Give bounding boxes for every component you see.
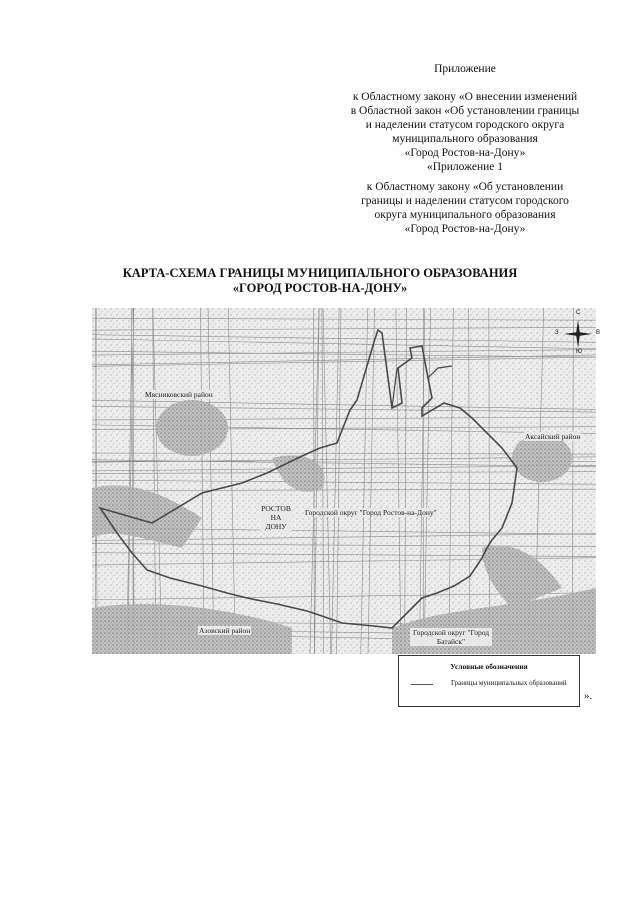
map-canvas (92, 308, 596, 654)
appendix-line: «Город Ростов-на-Дону» (404, 147, 526, 159)
appendix1-line: границы и наделении статусом городского (361, 195, 569, 207)
legend-boundary-label: Границы муниципальных образований (451, 679, 567, 687)
appendix-heading: Приложение (434, 63, 496, 75)
label-aksaysky: Аксайский район (525, 432, 581, 441)
compass-rose (555, 310, 601, 355)
compass-icon (560, 316, 596, 352)
appendix1-line: «Город Ростов-на-Дону» (404, 223, 526, 235)
map-scheme (92, 308, 596, 654)
compass-east: В (596, 330, 601, 336)
label-rostov: РОСТОВ НА ДОНУ (261, 504, 291, 531)
compass-south: Ю (576, 349, 583, 355)
label-myasnikovsky: Мясниковский район (145, 390, 213, 399)
appendix1-header (330, 160, 600, 236)
appendix-line: к Областному закону «О внесении изменений (352, 91, 578, 103)
legend-boundary-swatch (411, 684, 433, 685)
label-bataysk: Городской округ "Город Батайск" (410, 628, 492, 646)
appendix1-line: округа муниципального образования (374, 209, 556, 221)
compass-north: С (576, 310, 581, 316)
map-title (0, 266, 640, 296)
map-title-line2: «ГОРОД РОСТОВ-НА-ДОНУ» (232, 281, 408, 295)
appendix-header (330, 62, 600, 160)
appendix1-line: к Областному закону «Об установлении (366, 181, 564, 193)
appendix1-heading: «Приложение 1 (426, 161, 504, 173)
label-city-district: Городской округ "Город Ростов-на-Дону" (305, 508, 437, 517)
appendix-line: в Областной закон «Об установлении границы (350, 105, 580, 117)
map-title-line1: КАРТА-СХЕМА ГРАНИЦЫ МУНИЦИПАЛЬНОГО ОБРАЗОВАНИЯ (122, 266, 518, 280)
compass-west: З (555, 330, 559, 336)
map-legend (398, 655, 580, 707)
label-azovsky: Азовский район (199, 626, 251, 635)
appendix-line: муниципального образования (392, 133, 538, 145)
closing-quote: ». (584, 690, 593, 702)
appendix-line: и наделении статусом городского округа (365, 119, 565, 131)
legend-title: Условные обозначения (450, 662, 528, 671)
